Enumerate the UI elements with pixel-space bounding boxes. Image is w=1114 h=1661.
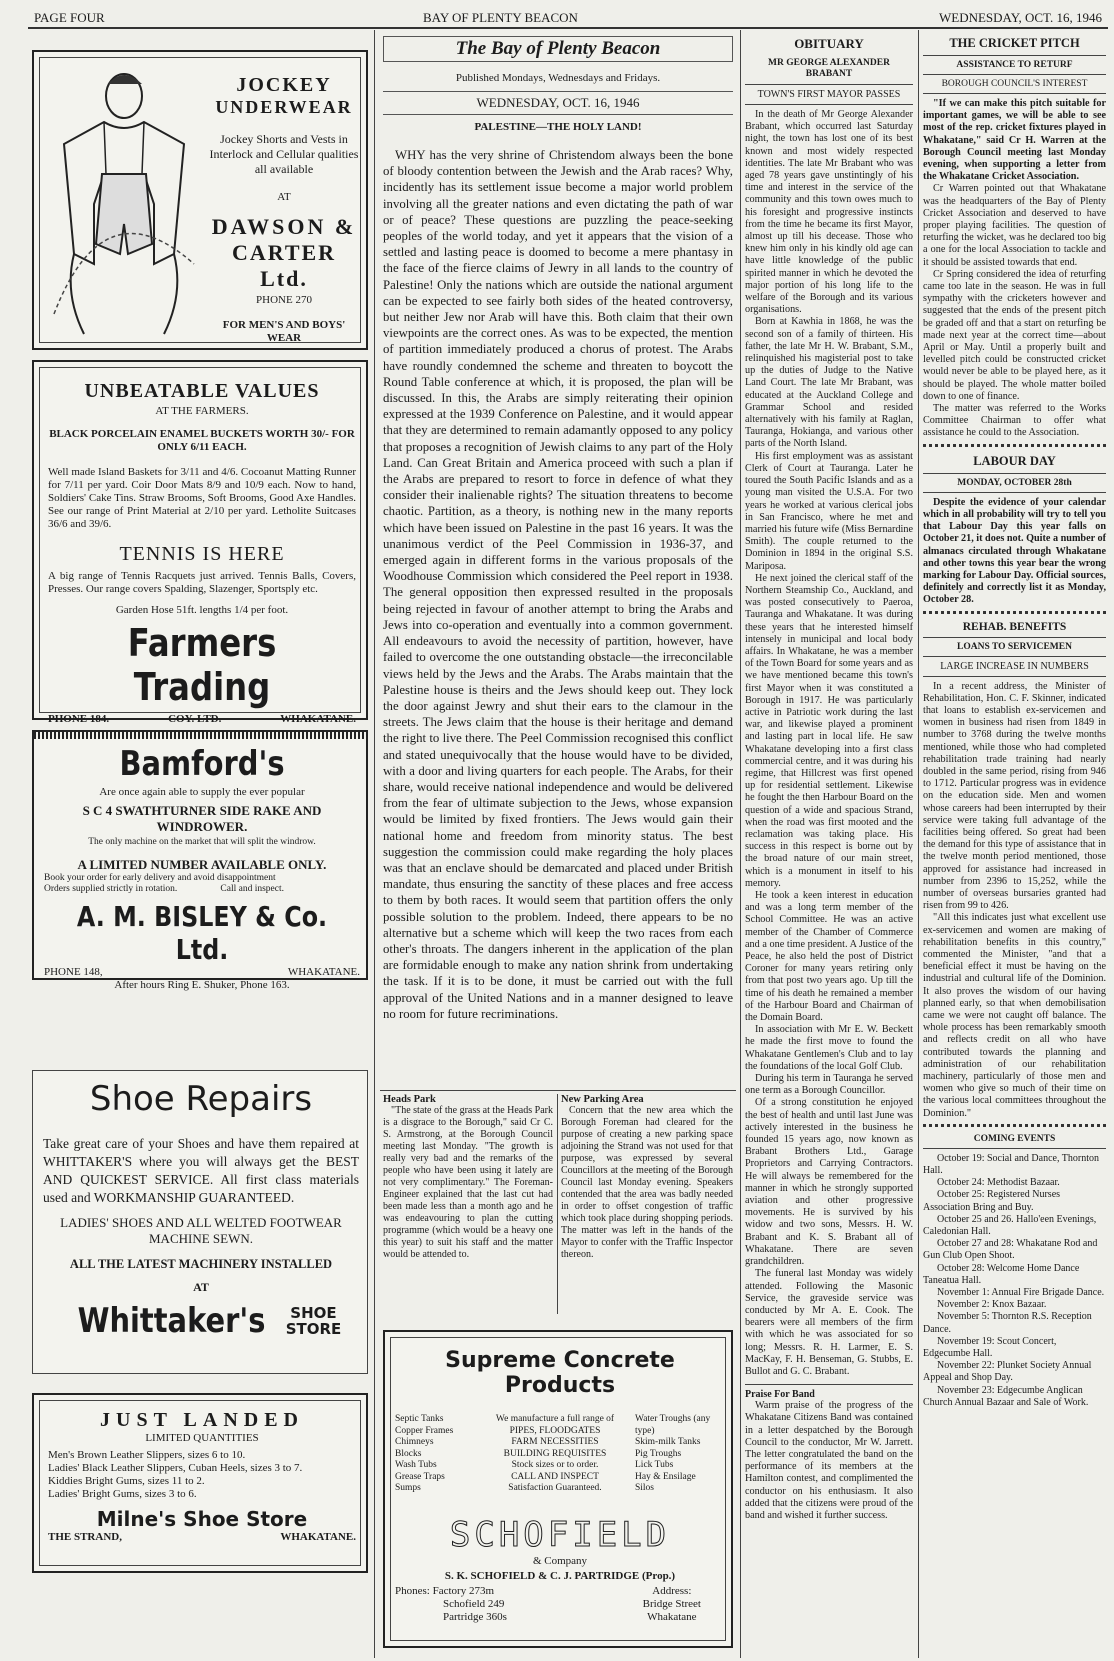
supreme-concrete-ad	[383, 1330, 733, 1648]
parking-area-article	[561, 1094, 733, 1320]
bamford-intro: Are once again able to supply the ever popular	[99, 786, 305, 798]
concrete-right-list	[635, 1414, 725, 1495]
milne-street: THE STRAND,	[48, 1531, 122, 1543]
praise-band-title: Praise For Band	[745, 1389, 815, 1401]
event-item: October 28: Welcome Home Dance Taneatua Hall.	[923, 1262, 1080, 1286]
milnes-shoe-store-ad	[32, 1393, 368, 1573]
divider	[923, 1124, 1106, 1130]
swathturner-product: S C 4 SWATHTURNER SIDE RAKE AND WINDROWER.	[82, 803, 322, 834]
buckets-offer: BLACK PORCELAIN ENAMEL BUCKETS WORTH 30/- FOR ONLY 6/11 EACH.	[49, 428, 355, 453]
concrete-product: Water Troughs (any type)	[635, 1414, 711, 1436]
concrete-left-list	[395, 1414, 475, 1495]
just-landed-title: JUST LANDED	[100, 1409, 304, 1431]
cricket-p3: The matter was referred to the Works Committee Chairman to offer what assistance he could to the Association.	[923, 403, 1106, 439]
address-label: Address:	[652, 1584, 692, 1597]
obituary-paragraph: During his term in Tauranga he served one term as a Borough Councillor.	[745, 1073, 913, 1097]
decorative-border	[34, 732, 366, 739]
editorial-headline: PALESTINE—THE HOLY LAND!	[474, 121, 642, 133]
cricket-subhead2: BOROUGH COUNCIL'S INTEREST	[941, 79, 1088, 89]
shoe-word: SHOE	[290, 1304, 337, 1322]
tennis-details: A big range of Tennis Racquets just arrived. Tennis Balls, Covers, Presses. Our range covers Spalding, Slazenger, Sportsply etc.	[48, 570, 356, 595]
farmers-town: WHAKATANE.	[280, 713, 356, 725]
column-rule	[740, 30, 741, 1658]
at-the-farmers: AT THE FARMERS.	[155, 405, 249, 417]
cricket-title: THE CRICKET PITCH	[949, 36, 1080, 50]
bamfords-logo: Bamford's	[119, 744, 285, 784]
coming-events-list	[923, 1153, 1106, 1409]
bisley-logo: A. M. BISLEY & Co. Ltd.	[76, 899, 328, 966]
man-in-underwear-illustration	[44, 64, 204, 340]
obituary-subhead: TOWN'S FIRST MAYOR PASSES	[757, 89, 901, 100]
event-item: November 19: Scout Concert, Edgecumbe Hall.	[923, 1335, 1057, 1360]
shoe-repairs-ad	[32, 1070, 368, 1374]
obituary-body	[745, 109, 913, 1378]
obituary-name: MR GEORGE ALEXANDER BRABANT	[768, 58, 890, 79]
event-item: October 25 and 26. Hallo'een Evenings, Caledonian Hall.	[923, 1213, 1097, 1238]
concrete-product: Silos	[635, 1483, 655, 1493]
beacon-nameplate: The Bay of Plenty Beacon	[383, 36, 733, 62]
jockey-subtitle: UNDERWEAR	[215, 97, 353, 117]
page-number: PAGE FOUR	[34, 10, 105, 25]
gums-kiddies: Kiddies Bright Gums, sizes 11 to 2.	[48, 1475, 205, 1487]
event-item: November 5: Thornton R.S. Reception Dance.	[923, 1311, 1092, 1335]
event-item: November 1: Annual Fire Brigade Dance.	[937, 1287, 1105, 1299]
cricket-lead: "If we can make this pitch suitable for important games, we will be able to see most of the rep. cricket fixtures played in Whakatane," said Cr H. Warren at the Borough Council meeting last Monday evening, when supporting a letter from the Whakatane Cricket Association.	[923, 98, 1106, 183]
obituary-paragraph: He next joined the clerical staff of the Northern Steamship Co., Auckland, and was posted consecutively to Paeroa, Tauranga and Whakatane. It was during these years that he interested himself intensely in municipal and local body affairs. In Whakatane, he was a member of the Town Board for some years and as we have mentioned became this town's first Mayor when it was constituted a Borough in 1917. He was particularly active in Patriotic work during the last war, and likewise played a prominent and lasting part in local life. He saw Whakatane developing into a first class commercial centre, and it was during his regime, that Hillcrest was first opened up for residential settlement. Likewise he fought the then Harbour Board on the question of a wide and spacious Strand, when the road was first mooted and the reclamation was taking place. His success in this respect is borne out by the broad nature of our main street, which is a monument in itself to his memory.	[745, 572, 913, 889]
obituary-paragraph: The funeral last Monday was widely attended. Following the Masonic Service, the graveside service was conducted by Mr A. E. Cook. The bearers were all members of the firm with which he was associated for so long; Messrs. R. H. Larmer, E. S. MacKay, F. H. Benseman, G. Stubbs, E. Bullot and G. C. Brabant.	[745, 1268, 913, 1377]
whittakers-logo: Whittaker's	[77, 1301, 266, 1341]
concrete-feature: FARM NECESSITIES	[511, 1437, 599, 1447]
event-item: October 19: Social and Dance, Thornton Hall.	[923, 1152, 1099, 1177]
orders-rotation: Orders supplied strictly in rotation.	[44, 884, 178, 894]
rehab-p2: "All this indicates just what excellent use ex-servicemen and women are making of rehabilitation benefits in this country," commented the Minister, "and that a beneficial effect it must be having on the industrial and cultural life of the Dominion. It also proves the wisdom of our having planned early, so that when demobilisation came we were not caught off balance. The whole process has been remarkably smooth and reflects credit on all who have contributed towards the planning and administration of our rehabilitation machinery, particularly of those men and women who give so much of their time on the various local committees throughout the Dominion."	[923, 912, 1106, 1119]
obituary-paragraph: He took a keen interest in education and was a long term member of the School Committee. He was an active member of the Chamber of Commerce and a one time president. A Justice of the Peace, he also held the post of District Coroner for many years retiring only from that post two years ago. Up till the time of his death he remained a member of the Harbour Board and Chairman of the Domain Board.	[745, 890, 913, 1024]
jockey-underwear-ad	[32, 50, 368, 350]
cricket-subhead: ASSISTANCE TO RETURF	[956, 60, 1073, 70]
parking-title: New Parking Area	[561, 1094, 644, 1105]
concrete-subtitle: Products	[504, 1373, 616, 1398]
unbeatable-values-title: UNBEATABLE VALUES	[84, 380, 320, 402]
farmers-items: Well made Island Baskets for 3/11 and 4/6. Cocoanut Matting Runner for 7/11 per yard. Coir Door Mats 8/9 and 10/9 each. Now to hand, Soldiers' Cake Tins. Straw Brooms, Soft Brooms, Good Axe Handles. See our range of Print Material at 2/10 per yard. Letholite Suitcases 36/6 and 39/6.	[48, 466, 356, 530]
book-order: Book your order for early delivery and avoid disappointment	[44, 872, 276, 883]
call-inspect: Call and inspect.	[220, 884, 284, 894]
address-street: Bridge Street	[642, 1597, 701, 1610]
shoe-repairs-title: Shoe Repairs	[89, 1079, 313, 1119]
concrete-feature: Satisfaction Guaranteed.	[508, 1483, 602, 1493]
rehab-p1: In a recent address, the Minister of Rehabilitation, Hon. C. F. Skinner, indicated that loans to establish ex-servicemen and women in business had risen from 1849 in number to 3768 during the twelve months mentioned, while those who had completed rehabilitation trade training had nearly doubled in the same period, rising from 946 to 1712. Particular progress was in evidence on the education side. Men and women whose careers had been interrupted by their service were taking full advantage of the facilities being offered. So great had been the demand for this type of assistance that in the twelve month period mentioned, those approved for assistance had increased in number from 2396 to 15,252, while the number of overseas bursaries granted had risen from 99 to 426.	[923, 680, 1106, 912]
labour-day-date: MONDAY, OCTOBER 28th	[957, 477, 1072, 488]
concrete-title: Supreme Concrete	[445, 1348, 675, 1373]
tennis-title: TENNIS IS HERE	[119, 543, 285, 565]
store-word: STORE	[285, 1320, 342, 1338]
after-hours: After hours Ring E. Shuker, Phone 163.	[114, 978, 290, 991]
rehab-subhead2: LARGE INCREASE IN NUMBERS	[940, 660, 1089, 672]
jockey-title: JOCKEY	[236, 74, 332, 96]
bamford-bisley-ad	[32, 730, 368, 991]
concrete-feature: We manufacture a full range of	[495, 1414, 615, 1424]
jockey-phone: PHONE 270	[256, 294, 312, 306]
obituary-paragraph: Born at Kawhia in 1868, he was the second son of a family of thirteen. His father, the late Mr H. W. Brabant, S.M., relinquished his magisterial post to take up the duties of Judge to the Native Land Court. The late Mr Brabant, was educated at the Auckland College and Grammar School and resided alternatively with his family at Raglan, Tauranga, Hokianga, and various other parts of the North Island.	[745, 316, 913, 450]
divider	[923, 444, 1106, 450]
concrete-feature: BUILDING REQUISITES	[503, 1448, 607, 1459]
obituary-column	[745, 36, 913, 1636]
concrete-product: Septic Tanks	[395, 1414, 444, 1424]
garden-hose: Garden Hose 51ft. lengths 1/4 per foot.	[115, 604, 289, 616]
rehab-title: REHAB. BENEFITS	[962, 620, 1067, 633]
paper-name: BAY OF PLENTY BEACON	[423, 10, 578, 25]
jockey-for: FOR MEN'S AND BOYS' WEAR	[222, 319, 346, 344]
parking-body: Concern that the new area which the Borough Foreman had cleared for the purpose of creating a new parking space adjoining the Strand was not used for that purpose, was expressed by several Councillors at the meeting of the Borough Council last Monday evening. Speakers contended that the area was badly needed in order to offset congestion of traffic which took place during shopping periods. The matter was left in the hands of the Mayor to confer with the Traffic Inspector thereon.	[561, 1105, 733, 1260]
event-item: October 24: Methodist Bazaar.	[937, 1177, 1060, 1189]
milnes-logo: Milne's Shoe Store	[96, 1507, 308, 1531]
divider	[923, 611, 1106, 617]
concrete-product: Copper Frames	[395, 1425, 454, 1436]
coming-events-title: COMING EVENTS	[973, 1133, 1056, 1144]
concrete-product: Skim-milk Tanks	[635, 1437, 701, 1447]
section-rule	[380, 1090, 736, 1091]
praise-band-body: Warm praise of the progress of the Whakatane Citizens Band was contained in a letter despatched by the Borough Council to the conductor, Mr W. Jarrett. The letter congratulated the band on the performance of its members at the Hamilton contest, and complimented the conductor on his enthusiasm. It also added that the citizens were proud of the band and wished it further success.	[745, 1400, 913, 1521]
concrete-product: Sumps	[395, 1483, 421, 1493]
address-town: Whakatane	[647, 1610, 697, 1623]
concrete-feature: CALL AND INSPECT	[511, 1471, 599, 1482]
shoe-repairs-text: Take great care of your Shoes and have them repaired at WHITTAKER'S where you will always get the BEST AND QUICKEST SERVICE. All first class materials used and WORKMANSHIP GUARANTEED.	[43, 1136, 359, 1205]
shoe-at: AT	[193, 1280, 209, 1294]
rehab-subhead: LOANS TO SERVICEMEN	[957, 641, 1072, 652]
event-item: October 27 and 28: Whakatane Rod and Gun Club Open Shoot.	[923, 1238, 1098, 1262]
concrete-product: Blocks	[395, 1448, 422, 1459]
farmers-trading-logo: Farmers Trading	[127, 621, 277, 709]
concrete-product: Hay & Ensilage	[635, 1471, 696, 1482]
jockey-at: AT	[277, 191, 291, 203]
concrete-product: Lick Tubs	[635, 1460, 674, 1470]
cricket-p1: Cr Warren pointed out that Whakatane was the headquarters of the Bay of Plenty Cricket Association and deserved to have proper playing facilities. The question of returfing the wicket, was he declared too big a one for the local Association to tackle and it should be assisted towards that end.	[923, 183, 1106, 268]
farmers-trading-ad	[32, 360, 368, 725]
milne-town: WHAKATANE.	[280, 1531, 356, 1543]
event-item: November 2: Knox Bazaar.	[937, 1299, 1047, 1311]
editorial-body: WHY has the very shrine of Christendom always been the bone of bloody contention between the Jewish and the Arab races? Why, incidently has its settlement issue become a major world problem involving all the greater nations and even dictating the path of war or of peace? These questions are puzzling the peace-seeking peoples of the world today, and yet it appears that the vision of a settled and lasting peace is doomed to become a mere phantasy in the face of the fierce claims of Jewry in all lands to the country of Palestine! Only the nations which are outside the national argument can be expected to see fairly both sides of the heated controversy, but neither Jew nor Arab will have this. Both claim that their own viewpoints are the correct ones. As was to be expected, the mention of partition immediately produced a chorus of protest. The Arabs have roundly condemned the scheme and threaten to boycott the Round Table conference at which, it is proposed, the plan will be discussed. In this, the Arabs are simply reiterating their opinion expressed at the 1939 Conference on Palestine, and it would appear that they are determined to remain adamantly opposed to any policy that proposes a recognition of Jewish claims to any part of the Holy Land. Can Great Britain and America proceed with such a plan if the Arabs are prepared to resort to force in defence of what they consider their inalienable rights? The situation threatens to become chaotic. Partition, as a theory, is nothing new in the many reports which have been issued on Palestine in the past 16 years. It was the unanimous verdict of the Peel Commission in 1936-37, and emerged again in different forms in the various proposals of the Woodhouse Commission which considered the Peel report in 1938. The general opposition then expressed resulted in the proposals being rejected in favour of another attempt to bring the Arabs and Jews into co-operation and eventually into a common government. All endeavours to avoid the necessity of partition, however, have failed to overcome the one outstanding obstacle—the irreconcilable views held by the Jews and the Arabs. The Arabs maintain that the Palestine house is theirs and the Jews should keep out. They lock the door against Jewry and shut their ears to the clamour in the streets. The Jews claim that the house is their heritage and demand the right to live there. The Peel Commission recognised this conflict and stated unequivocally that the house would have to be divided, with a door and living quarters for each people. The Arabs, for their share, would receive national independence and would be delivered from the fear of ultimate subjection to the Jews, whose expansion would be limited by fixed frontiers. The Jews would gain their national home and freedom from minority status. The best suggestion the commission could make regarding the holy places was that an enclave should be demarcated and placed under British mandate, thus ensuring the sanctity of these places and free access to them by both races. It would seem that partition offers the only possible solution to the problem. Indeed, there appears to be no alternative but a scheme which will keep the two races from each other's throats. The dangers inherent in the application of the plan are formidable enough to make any nation shrink from undertaking the task. If it is to be done, it must be carried out with the full approval of the United Nations and in a manner designed to leave no room for future recriminations.	[383, 148, 733, 1021]
latest-machinery: ALL THE LATEST MACHINERY INSTALLED	[69, 1257, 333, 1271]
bisley-town: WHAKATANE.	[287, 965, 360, 978]
editorial-date: WEDNESDAY, OCT. 16, 1946	[383, 91, 733, 115]
column-rule	[374, 30, 375, 1658]
gums-ladies: Ladies' Bright Gums, sizes 3 to 6.	[48, 1488, 197, 1500]
editorial-column	[383, 36, 733, 1086]
split-windrow: The only machine on the market that will split the windrow.	[88, 837, 316, 847]
obituary-paragraph: His first employment was as assistant Clerk of Court at Tauranga. Later he toured the South Pacific Islands and as a young man visited the U.S.A. For two years he worked at various clerical jobs in San Francisco, where he met and married his future wife (Miss Bernardine Smith). The couple returned to the Dominion in 1894 in the original S.S. Mariposa.	[745, 450, 913, 572]
labour-day-body: Despite the evidence of your calendar which in all probability will try to tell you that Labour Day this year falls on October 21, it does not. Quite a number of almanacs circulated through Whakatane and other towns this year bear the wrong marking for Labour Day. Official sources, definitely and correctly list it as Monday, October 28.	[923, 496, 1106, 606]
news-column	[923, 36, 1106, 1646]
concrete-product: Pig Troughs	[635, 1448, 682, 1459]
labour-day-title: LABOUR DAY	[973, 453, 1056, 468]
farmers-phone: PHONE 184.	[48, 713, 110, 725]
heads-park-title: Heads Park	[383, 1094, 436, 1105]
concrete-product: Chimneys	[395, 1437, 434, 1447]
event-item: November 23: Edgecumbe Anglican Church Annual Bazaar and Sale of Work.	[923, 1384, 1089, 1408]
phone-schofield: Schofield 249	[443, 1597, 505, 1610]
issue-date: WEDNESDAY, OCT. 16, 1946	[939, 10, 1102, 25]
bisley-phone: PHONE 148,	[44, 965, 103, 978]
event-item: November 22: Plunket Society Annual Appeal and Shop Day.	[923, 1360, 1092, 1384]
column-rule	[557, 1094, 558, 1314]
slippers-men: Men's Brown Leather Slippers, sizes 6 to 10.	[48, 1449, 246, 1461]
column-rule	[918, 30, 919, 1658]
phone-partridge: Partridge 360s	[443, 1610, 507, 1623]
obituary-paragraph: Of a strong constitution he enjoyed the best of health and until last June was actively interested in the business he founded 15 years ago, now known as Brabant Brothers Ltd., Garage Proprietors and Carrying Contractors. He will always be remembered for the manner in which he strongly supported aviation and other progressive movements. He is survived by his widow and two sons, Messrs. H. W. Brabant and K. S. Brabant all of Whakatane. There are seven grandchildren.	[745, 1097, 913, 1268]
slippers-ladies: Ladies' Black Leather Slippers, Cuban Heels, sizes 3 to 7.	[48, 1462, 303, 1474]
cricket-p2: Cr Spring considered the idea of returfing came too late in the season. He was in full sympathy with the cricketers however and suggested that the ends of the present pitch be graded off and that a start on returfing be made next year at the correct time—about April or May. Until a properly built and levelled pitch could be constructed cricket would never be able to be played here, as it should be played. The whole matter boiled down to one of finance.	[923, 268, 1106, 402]
store-name-line2: CARTER Ltd.	[231, 240, 337, 291]
event-item: October 25: Registered Nurses Association Bring and Buy.	[923, 1189, 1061, 1213]
limited-quantities: LIMITED QUANTITIES	[145, 1432, 259, 1444]
phones-factory: Phones: Factory 273m	[395, 1584, 494, 1597]
schofield-company: & Company	[532, 1554, 588, 1567]
obituary-title: OBITUARY	[794, 36, 864, 51]
farmers-coy: COY. LTD.	[168, 713, 222, 725]
jockey-description: Jockey Shorts and Vests in Interlock and Cellular qualities all available	[209, 132, 359, 176]
heads-park-body: "The state of the grass at the Heads Park is a disgrace to the Borough," said Cr C. S. Armstrong, at the Borough Council meeting last Monday. "The growth is really very bad and the remarks of the people who have been using it lately are not very complimentary." The Foreman-Engineer explained that the last cut had been made less than a month ago and he was endeavouring to plan the cutting programme (which would be a heavy one this year) to suit his staff and the matter would be attended to.	[383, 1105, 553, 1260]
store-name-line1: DAWSON &	[211, 214, 357, 239]
obituary-paragraph: In association with Mr E. W. Beckett he made the first move to found the Whakatane Gentlemen's Club and to lay the foundations of the local Golf Club.	[745, 1024, 913, 1072]
concrete-product: Wash Tubs	[395, 1460, 437, 1470]
heads-park-article	[383, 1094, 553, 1320]
published-days: Published Mondays, Wednesdays and Fridays.	[455, 72, 661, 84]
concrete-feature: PIPES, FLOODGATES	[509, 1425, 601, 1436]
schofield-owners: S. K. SCHOFIELD & C. J. PARTRIDGE (Prop.)	[444, 1569, 676, 1582]
concrete-mid-list	[490, 1414, 620, 1495]
welted-footwear: LADIES' SHOES AND ALL WELTED FOOTWEAR MACHINE SEWN.	[60, 1215, 342, 1246]
schofield-logo: SCHOFIELD	[449, 1514, 671, 1555]
limited-number: A LIMITED NUMBER AVAILABLE ONLY.	[77, 856, 327, 872]
masthead-rule	[28, 27, 1108, 29]
concrete-product: Grease Traps	[395, 1471, 445, 1482]
concrete-feature: Stock sizes or to order.	[511, 1460, 599, 1470]
obituary-paragraph: In the death of Mr George Alexander Brabant, which occurred last Saturday night, the town has lost one of its best known and most widely respected identities. The late Mr Brabant who was aged 78 years gave unstintingly of his time and interest in the service of the community and this town owes much to his foresight and progressive instincts from the time he became its first Mayor, almost up till his decease. Those who knew him only in his kindly old age can have little knowledge of the public spirited manner in which he devoted the major portion of his long life to the welfare of the Borough and its various organisations.	[745, 109, 913, 316]
